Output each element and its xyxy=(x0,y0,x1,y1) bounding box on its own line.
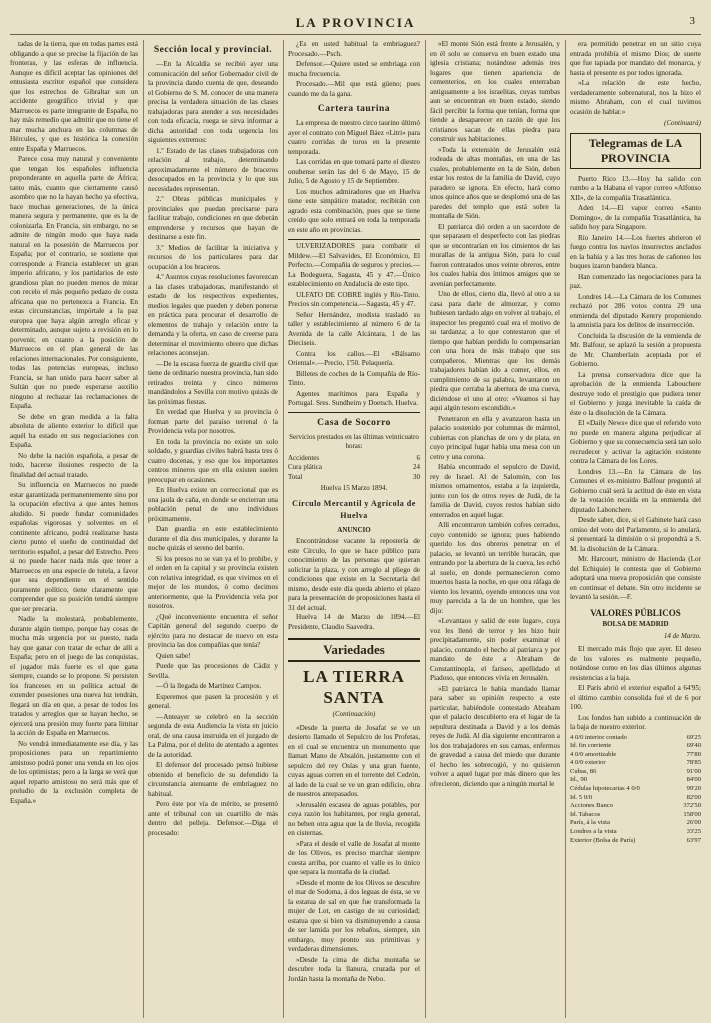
taurina-paragraph: Las corridas en que tomará parte el diestro onubense serán las del 6 de Mayo, 15 de Julio, 5 de Agosto y 15 de Septiembre. xyxy=(288,158,420,185)
telegramas-body xyxy=(570,175,701,603)
circulo-title: Círculo Mercantil y Agrícola de Huelva xyxy=(292,498,416,520)
quote-label: Id. 5 0/0 xyxy=(570,793,593,801)
quote-label: Londres a la vista xyxy=(570,828,617,836)
quote-value: 158'00 xyxy=(683,810,701,818)
valores-title: VALORES PÚBLICOS xyxy=(590,607,681,618)
column-divider xyxy=(565,40,566,1018)
quote-label: Id. fin corriente xyxy=(570,742,612,750)
dialogue-paragraph: Defensor.—Quiere usted se embriaga con mucha frecuencia. xyxy=(288,60,420,78)
article-paragraph: Se debe en gran medida a la falta absoluta de aliento exterior lo difícil que aquél ha estado en sus negociaciones con España. xyxy=(10,412,138,449)
local-section-body xyxy=(148,60,278,838)
article-paragraph: Su influencia en Marruecos no puede estar garantizada permanentemente sino por la ocupación efectiva a que antes hemos aludido. Si puede fundar comunidades españolas vigorosas y solventes en el continente africano, podrá realizarse hasta cierto punto el sueño de continuidad del territorio español, a pesar del Estrecho. Pero si no puede hacer nada más que tener a Marruecos en una especie de tutela, a favor que sea dependiente en el sentido puramente político, tiene claramente que comprender que su posición tendrá siempre que ser precaria. xyxy=(10,481,138,613)
tierra-santa-paragraph: El patriarca dió orden a un sacerdote de que separasen el desperfecto con las piedras que se encontrarían en los cimientos de las murallas de la antigua Sión, para lo cual fueron contratados unos veinte obreros, entre los cuales había dos íntimos amigos que se avenían perfectamente. xyxy=(430,222,560,288)
socorro-row-label: Accidentes xyxy=(288,453,320,462)
tierra-santa-paragraph: era permitido penetrar en un sitio cuya entrada prohibía el mismo Dios; de suerte que fue tapiada por mandato del monarca, y hasta el presente es por todos ignorada. xyxy=(570,40,701,77)
tierra-santa-paragraph: Penetraron en ella y avanzaron hasta un palacio sostenido por columnas de mármol, cubiertas con planchas de oro y de plata, en cuyo principal lugar había una mesa con un cetro y una corona. xyxy=(430,414,560,461)
local-news-paragraph: —En la Alcaldía se recibió ayer una comunicación del señor Gobernador civil de la provincia dando cuenta de que, deseando el Gobierno de S. M. conocer de una manera precisa la verdadera situación de las clases trabajadoras para atender a sus necesidades con toda eficacia, ruega se sirva informar a dicha autoridad con toda urgencia los siguientes extremos: xyxy=(148,60,278,144)
quote-label: 4 0/0 amortizable xyxy=(570,750,617,758)
masthead xyxy=(10,14,701,35)
local-news-paragraph: En toda la provincia no existe un solo soldado, y guardias civiles habrá hasta tres ó cuatro docenas, y eso que los importantes centros mineros que en ella existen suelen preocupar en ocasiones. xyxy=(148,437,278,484)
quote-value: 91'00 xyxy=(686,767,701,775)
column-3 xyxy=(288,40,420,1018)
quote-label: París, á la vista xyxy=(570,819,610,827)
quote-row xyxy=(570,785,701,794)
quote-row xyxy=(570,811,701,820)
telegramas-title: Telegramas de LA PROVINCIA xyxy=(570,133,701,169)
tierra-santa-paragraph: »La relación de este hecho, verdaderamente sobrenatural, nos la hizo el mismo Abraham, con el cual tuvimos ocasión de hablar.» xyxy=(570,79,701,116)
column-2 xyxy=(148,40,278,1018)
article-paragraph: Parece cosa muy natural y conveniente que tengan los españoles influencia preponderante en aquella parte de África; tanto más, cuanto que ciertamente causó asombro que no la hayan hecho ya efectiva, hace muchas generaciones, de la única manera segura y permanente, que es la de colonizarla. En Francia, sin embargo, no se admite de ningún modo que haya nada natural en la posesión de Marruecos por España; por el contrario, se sostiene que corresponde a Francia establecer un gran imperio africano, y los partidarios de este grandioso plan no pueden menos de mirar con recelo el más pequeño pedazo de costa africana que no pertenezca a Francia. En estas circunstancias, impórtale a la paz europea que haya algún arreglo eficaz y determinado, aunque sujeto a revisión en lo porvenir, en cuanto a la posición de Marruecos en el plan general de las relaciones internacionales. Por consiguiente, todas las potencias europeas, incluso Francia, se han unido para hacer saber al Sultán que no puede esperarse auxilio ninguno al rechazar las reclamaciones de España. xyxy=(10,155,138,410)
local-news-paragraph: —De la escasa fuerza de guardia civil que tiene de ordinario nuestra provincia, han sido retirados treinta y cinco números mandándolos a Sevilla con motivo quizás de las próximas fiestas. xyxy=(148,359,278,406)
bolsa-body xyxy=(570,645,701,733)
tierra-santa-paragraph: Había encontrado el sepulcro de David, rey de Israel. Al de Salomón, con los mismos ornamentos, estaba a la izquierda, junto con los de otros reyes de Judá, de la familia de David, cuyos restos habían sido enterrados en aquel lugar. xyxy=(430,463,560,519)
court-dialogue xyxy=(288,40,420,99)
column-divider xyxy=(143,40,144,1018)
telegram-item: Desde saber, dice, si el Gabinete hará caso omiso del voto del Parlamento, si lo anulará, si presentará la dimisión o si propondrá a S. M. la disolución de la Cámara. xyxy=(570,516,701,553)
bolsa-paragraph: El París abrió el exterior español a 64'95; el último cambio consolida fué el de 6 por 100. xyxy=(570,684,701,711)
circulo-date: Huelva 14 de Marzo de 1894.—El Presidente, Claudio Saavedra. xyxy=(288,613,420,631)
tierra-santa-paragraph: Uno de ellos, cierto día, llevó al otro a su casa para darle de almorzar, y como hubiesen tardado algo en volver al trabajo, el inspector les preguntó cual era el motivo de su tardanza; a lo que contestaron que el tiempo que habían perdido lo compensarían con una hora de más trabajo que sus compañeros. Mientras que los demás trabajadores habían ido a comer, ellos, en cumplimiento de su palabra, levantaron un piedra que cerraba la abertura de una cueva, diciéndose el uno al otro: «Veamos si hay aquí algún tesoro escondido.» xyxy=(430,290,560,412)
quote-value: 84'00 xyxy=(686,776,701,784)
section-title-local: Sección local y provincial. xyxy=(153,45,273,55)
tierra-santa-body xyxy=(288,724,420,985)
newspaper-title: LA PROVINCIA xyxy=(295,15,416,30)
quote-label: Acciones Banco xyxy=(570,802,614,810)
quote-row xyxy=(570,828,701,837)
quote-row xyxy=(570,751,701,760)
local-news-paragraph: Esperemos que pasen la procesión y el general. xyxy=(148,692,278,710)
advertisement-item: ULVERIZADORES para combatir el Mildew.—El Salvavides, El Económico, El Perfecto.—Compañía de seguros y precios.—La Bodeguera, Sagasta, 45 y 47.—Único establecimiento en Andalucía de este tipo. xyxy=(288,242,420,288)
quote-value: 69'40 xyxy=(686,742,701,750)
bolsa-title: BOLSA DE MADRID xyxy=(602,620,669,628)
quote-value: 33'25 xyxy=(686,828,701,836)
telegram-item: Río Janeiro 14.—Los fuertes abrieron el fuego contra los navíos insurrectos anclados en la bahía y a las tres horas de cañoneo los buques izaron bandera blanca. xyxy=(570,233,701,270)
local-news-paragraph: ¿Qué inconveniente encuentra el señor Capitán general del segundo cuerpo de ejército para no destacar de nuevo en esta provincia las dos compañías que tenía? xyxy=(148,612,278,649)
advertisement-item: Señor Hernández, modista trasladó su taller y establecimiento al número 6 de la Avenida de la calle Alcántara, 1 de las Dieciseis. xyxy=(288,310,420,347)
advertisement-item: ULFATO DE COBRE inglés y Río-Tinto. Precios sin competencia.—Sagasta, 45 y 47. xyxy=(288,290,420,308)
quote-row xyxy=(570,802,701,811)
socorro-row xyxy=(288,454,420,464)
quotes-table xyxy=(570,734,701,846)
telegram-item: Mr. Harcourt, ministro de Hacienda (Lor del Echiquie) le contesta que el Gobierno adoptará una nueva proposición que consiste en continuar el debate. Sin otro incidente se levantó la sesión.—F. xyxy=(570,555,701,601)
quote-label: 4 0/0 interior contado xyxy=(570,733,627,741)
taurina-paragraph: Los muchos admiradores que en Huelva tiene este simpático matador, recibirán con agrado esta combinación, pues que se tiene creído que solo entrará en toda la temporada en este año en provincias. xyxy=(288,187,420,234)
taurina-body xyxy=(288,119,420,235)
telegram-item: Londres 13.—En la Cámara de los Comunes el ex-ministro Balfour preguntó al Gobierno cuál será la actitud de éste en vista de la votación recaída en la enmienda del diputado Labonchere. xyxy=(570,467,701,514)
tierra-santa-paragraph: »Desde el monte de los Olivos se descubre el mar de Sodoma, á dos leguas de ésta, se ve la estatua de sal en que fue transformada la mujer de Lot, en castigo de su curiosidad; estatua que si bien va disminuyendo a causa de ser lamida por los rebaños, siempre, sin embargo, muy pronto sus primitivas y verdaderas dimensiones. xyxy=(288,878,420,953)
quote-row xyxy=(570,819,701,828)
article-paragraph: No debe la nación española, a pesar de todo, hacerse ilusiones respecto de la finalidad del actual tratado. xyxy=(10,451,138,479)
tierra-santa-paragraph: «Desde la puerta de Josafat se ve un desierto llamado el Sepulcro de los Profetas, en el cual se encuentra un monumento que llaman Mano de Absalón, justamente con el sepulcro del rey Osías y una gran fuente, cuyas aguas corren en el torrente del Cedrón, al lado de la cual se ve un gran edificio, obra de nuestros antepasados. xyxy=(288,723,420,798)
column-1 xyxy=(10,40,138,1018)
socorro-title: Casa de Socorro xyxy=(317,417,391,428)
quote-row xyxy=(570,776,701,785)
bolsa-paragraph: Los fondos han subido a continuación de la baja de nuestro exterior. xyxy=(570,713,701,731)
telegram-item: Concluida la discusión de la enmienda de Mr. Balfour, se aplazó la sesión a propuesta de Mr. Chamberlain aceptada por el Gobierno. xyxy=(570,331,701,368)
tierra-santa-paragraph: »El patriarca le había mandado llamar para saber su opinión respecto a este particular, habiéndole contestado Abraham que el palacio descubierto era el lugar de la sepultura destinada a David y a los demás reyes de Judá. Al día siguiente encontraron a los dos trabajadores en sus camas, enfermos de gravedad a causa del miedo que durante el hecho les sobrecogió, y no quisieron volver a aquel lugar por más dinero que les ofrecieron, diciendo que a ningún mortal le xyxy=(430,684,560,788)
tierra-santa-paragraph: »Toda la extensión de Jerusalén está rodeada de altas montañas, en una de las cuales, probablemente en la de Sión, deben estar los restos de la familia de David, cuyo paradero se ignora. En efecto, hará como unos quince años que se desplomó una de las paredes del templo que está sobre la montaña de Sión. xyxy=(430,145,560,220)
article-paragraph: Nadie la molestará, probablemente, durante algún tiempo, porque hay cosas de mucha más urgencia por su puesto, nada hay que ganar con tratar de echar de allí a España; pero en el juego de las conquistas, el jugador más fuerte es el que gana siempre, cuando se lo propone. Si persisten los franceses en su política actual de extender posesiones una nueva luz tendrán, llegará un día en que, a pesar de todos los tratados y arreglos que se hayan hecho, se ejercerá una presión muy fuerte para limitar la acción de España en Marruecos. xyxy=(10,615,138,737)
telegram-item: El «Daily News» dice que el referido voto no puede en manera alguna perjudicar al Gobierno y que su consecuencia será tan solo recrudecer y activar la agitación existente contra la Cámara de los Lores. xyxy=(570,419,701,465)
local-news-paragraph: —Ó la llegada de Martínez Campos. xyxy=(156,682,262,690)
quote-row xyxy=(570,837,701,846)
dialogue-paragraph: Procesado.—Mil que está güeno; pues cuando me da la gana. xyxy=(288,80,420,98)
local-news-paragraph: Si los presos no se van ya el lo prohíbe, y el orden en la capital y su provincia existen con relativa integridad, es que vivimos en el mejor de los mundos, ó como decimos anteriormente, que la Providencia vela por nosotros. xyxy=(148,554,278,610)
telegram-item: Londres 14.—La Cámara de los Comunes rechazó por 286 votos contra 29 una enmienda del diputado Kenrry proponiendo la amnistía para los delitos de insurrección. xyxy=(570,292,701,329)
column-4 xyxy=(430,40,560,1018)
local-news-paragraph: Quien sabe! xyxy=(156,651,191,660)
tierra-santa-paragraph: »Desde la cima de dicha montaña se descubre toda la llanura, cruzada por el Jordán hasta la montaña de Nebo. xyxy=(288,955,420,983)
tierra-santa-ending xyxy=(570,40,701,117)
tierra-santa-paragraph: Allí encontraron también cofres cerrados, cuyo contenido se ignora; pues habiendo querido los dos obreros penetrar en el palacio, se levantó un terrible huracán, que entrando por la abertura de la cueva, les echó al suelo, en donde permanecieron como muertos hasta la noche, en que otra ráfaga de viento los levantó, oyendo entonces una voz muy parecida a la de un hombre, que les dijo: xyxy=(430,521,560,615)
quote-row xyxy=(570,768,701,777)
quote-row xyxy=(570,742,701,751)
taurina-paragraph: La empresa de nuestro circo taurino últimó ayer el contrato con Miguel Báez «Litri» para cuatro corridas de toros en la presente temporada. xyxy=(288,119,420,156)
local-news-paragraph: —Anteayer se celebró en la sección segunda de esta Audiencia la vista en juicio oral, de una causa instruida en el juzgado de La Palma, por el delito de atentado a agentes de la autoridad. xyxy=(148,712,278,759)
quote-value: 82'00 xyxy=(686,793,701,801)
advertisement-item: Contra los callos.—El «Bálsamo Oriental».—Precio, 1'50. Pelaquería. xyxy=(288,349,420,367)
circulo-text: Encontrándose vacante la repostería de este Círculo, lo que se hace público para conocimiento de las personas que quieran solicitar la plaza, y con arreglo al pliego de condiciones que existe en la Secretaría del mismo, desde este día queda abierto el plazo para la presentación de proposiciones hasta el 31 del actual. xyxy=(288,537,420,612)
tierra-santa-paragraph: »Para el desde el valle de Josafat al monte de los Olivos, es preciso marchar siempre cuesta arriba, por cuanto el valle es lo único que separa la montaña de la ciudad. xyxy=(288,839,420,876)
local-news-paragraph: Dan guardia en este establecimiento durante el día dos municipales, y durante la noche quizás el sereno del barrio. xyxy=(148,525,278,552)
socorro-rows xyxy=(288,454,420,473)
quote-value: 63'97 xyxy=(686,836,701,844)
tierra-santa-paragraph: »El monte Sión está frente a Jerusalén, y en él solo se conserva en buen estado una iglesia cristiana; notándose además tres lugares que tienen apariencia de cementerios, en los cuales enterraban antiguamente a los israelitas, cuyas tumbas aun se encuentran en buen estado, siendo fácil percibir la forma que tenían, forma que tiende a desaparecer en razón de que los cristianos sacan de ellas piedra para construir sus habitaciones. xyxy=(430,40,560,143)
quote-label: Cédulas hipotecarias 4 0/0 xyxy=(570,785,640,793)
local-news-paragraph: Puede que las procesiones de Cádiz y Sevilla. xyxy=(148,662,278,680)
column-divider xyxy=(425,40,426,1018)
quote-value: 26'00 xyxy=(686,819,701,827)
dialogue-paragraph: ¿Es en usted habitual la embriaguez? Procesado.—Psch. xyxy=(288,40,420,58)
page-number: 3 xyxy=(689,15,695,27)
quote-row xyxy=(570,794,701,803)
taurina-title: Cartera taurina xyxy=(317,104,391,114)
local-news-paragraph: Pero éste por vía de mérito, se presentó ante el tribunal con un cuartillo de más dentro del pelleja. Defensor.—Diga el procesado: xyxy=(148,800,278,837)
socorro-row-value: 6 xyxy=(416,453,420,462)
quote-label: Id., 90 xyxy=(570,776,588,784)
local-news-paragraph: En Huelva existe un correccional que es una jaula de caña, en donde se encierran una población penal de uno individuos próximamente. xyxy=(148,486,278,523)
circulo-anuncio-title: ANUNCIO xyxy=(337,525,371,534)
socorro-row xyxy=(288,463,420,473)
variedades-title: Variedades xyxy=(288,638,420,662)
quote-value: 69'25 xyxy=(686,733,701,741)
local-news-paragraph: 3.º Medios de facilitar la iniciativa y recursos de los particulares para dar ocupación a los braceros. xyxy=(148,243,278,271)
continuacion-label: (Continuación) xyxy=(332,710,376,718)
quote-label: Cubas, 86 xyxy=(570,767,597,775)
tierra-santa-paragraph: »Jerusalén escasea de aguas potables, por cuya razón los habitantes, por regla general, no beben otra agua que la de lluvia, recogida en cisternas. xyxy=(288,800,420,837)
quote-label: Exterior (Bolsa de París) xyxy=(570,836,636,844)
article-paragraph: No vendrá inmediatamente ese día, y las proposiciones para un repartimiento amistoso podrá poner una venda en los ojos de los optimistas; pero a la larga se verá que aquel reparto amistoso no será más que el preludio de la exclusión completa de España.» xyxy=(10,739,138,805)
socorro-row-value: 24 xyxy=(413,463,420,471)
quote-value: 372'50 xyxy=(683,802,701,810)
tierra-santa-paragraph: «Levantaos y salid de este lugar», cuya voz les llenó de terror y les hizo huir precipitadamente, sin poder examinar el palacio, contando el hecho al patriarca y por mandato de éste a Abraham de Constantinopla, el fariseo, apellidado el Piadoso, que entonces vivía en Jerusalén. xyxy=(430,617,560,682)
article-paragraph: tadas de la tierra, que en todas partes está obligando a que se precise la fijación de las fronteras, y las esferas de influencia. Aunque es difícil aceptar las opiniones del entusiasta escritor español que considera que los estrechos de Gibraltar son un accidente geográfico trivial y que Marruecos es parte integrante de España, no hay más remedio que admitir que no tiene el mar mucha anchura en las columnas de Hércules, y que es histórica la conexión entre España y Marruecos. xyxy=(10,40,138,153)
telegram-item: La prensa conservadora dice que la aprobación de la enmienda Labouchere destruye todo el prestigio que pudiera tener el Gobierno y juzga inevitable la caída de éste o la disolución de la Cámara. xyxy=(570,370,701,417)
socorro-row-label: Cura plática xyxy=(288,463,323,471)
columns-container xyxy=(10,40,701,1018)
quote-value: 78'85 xyxy=(686,759,701,767)
bolsa-date: 14 de Marzo. xyxy=(663,631,701,640)
local-news-paragraph: 4.º Asuntos cuyas resoluciones favorezcan a las clases trabajadoras, manifestando el estado de los respectivos expedientes, medios legales que pueden y deben ponerse en práctica para procurar el desarrollo de elementos de trabajo y relación entre la demanda y la oferta, en caso de creerse para determinar el movimiento obrero que dichas relaciones aconsejan. xyxy=(148,273,278,357)
socorro-date: Huelva 15 Marzo 1894. xyxy=(320,484,388,492)
column-divider xyxy=(283,40,284,1018)
socorro-subtitle: Servicios prestados en las últimas veinticuatro horas: xyxy=(289,432,419,450)
socorro-total-value: 30 xyxy=(413,472,420,481)
local-news-paragraph: 1.º Estado de las clases trabajadoras con relación al trabajo, determinando aproximadamente el número de braceros desocupados en la provincia y lo que sus necesidades representan. xyxy=(148,146,278,193)
quote-value: 99'20 xyxy=(686,785,701,793)
socorro-total-label: Total xyxy=(288,472,303,481)
advertisements xyxy=(288,239,420,413)
bolsa-paragraph: El mercado más flojo que ayer. El deseo de los valores es realmente pequeño, notándose como en los días últimos algunas resistencias a la baja. xyxy=(570,645,701,682)
continuara-label: (Continuará) xyxy=(664,119,701,127)
quote-value: 77'80 xyxy=(686,750,701,758)
local-news-paragraph: 2.º Obras públicas municipales y provinciales que puedan precisarse para facilitar trabajo, condiciones en que deberán emprenderse y recursos que hayan de destinarse a este fin. xyxy=(148,195,278,241)
socorro-total xyxy=(288,473,420,483)
advertisement-item: Agentes marítimos para España y Portugal. Sres. Sundheim y Doetsch. Huelva. xyxy=(288,389,420,407)
advertisement-item: Billetes de coches de la Compañía de Río-Tinto. xyxy=(288,369,420,387)
telegram-item: Aden 14.—El vapor correo «Santo Domingo», de la compañía Trasatlántica, ha salido hoy para Singapore. xyxy=(570,204,701,231)
telegram-item: Puerto Rico 13.—Hoy ha salido con rumbo a la Habana el vapor correo «Alfonso XII», de la compañía Trasatlántica. xyxy=(570,174,701,202)
quote-row xyxy=(570,759,701,768)
column-5 xyxy=(570,40,701,1018)
telegram-item: Han comenzado las negociaciones para la paz. xyxy=(570,272,701,290)
local-news-paragraph: El defensor del procesado pensó hubiese obtenido el beneficio de su defendido la circunstancia atenuante de embriaguez no habitual. xyxy=(148,761,278,798)
tierra-santa-title: LA TIERRA SANTA xyxy=(303,667,405,707)
quote-row xyxy=(570,734,701,743)
quote-label: Id. Tabacos xyxy=(570,810,601,818)
local-news-paragraph: En verdad que Huelva y su provincia ó forman parte del paraíso terrenal ó la Providencia vela por nosotros. xyxy=(148,408,278,435)
quote-label: 4 0/0 exterior xyxy=(570,759,606,767)
